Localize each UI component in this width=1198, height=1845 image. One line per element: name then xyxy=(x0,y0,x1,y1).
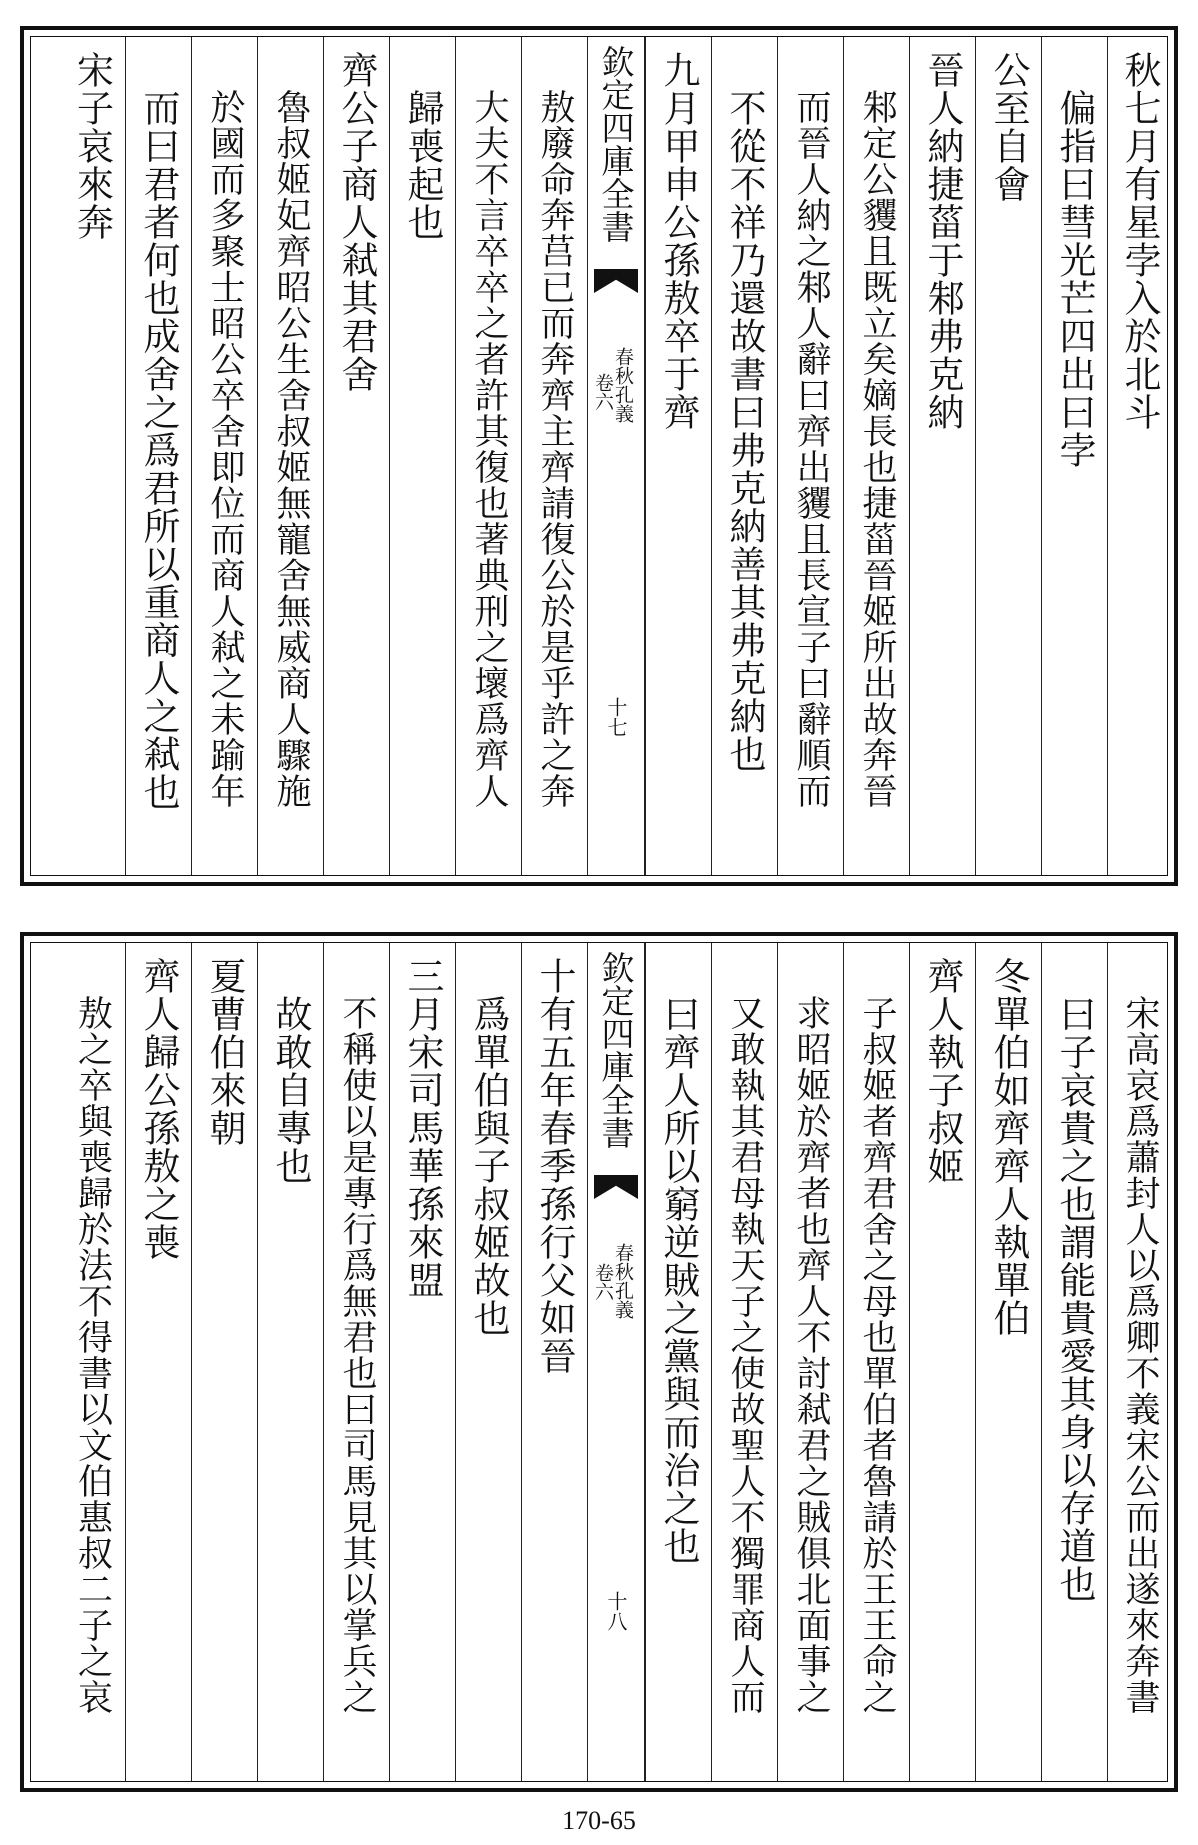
text-column xyxy=(257,943,323,1781)
column-text: 齊公子商人弒其君舍 xyxy=(335,51,378,393)
column-text: 曰齊人所以窮逆賊之黨與而治之也 xyxy=(657,995,700,1565)
folio-page-bottom xyxy=(20,932,1178,1792)
book-title: 春秋孔義 xyxy=(611,347,634,423)
text-column xyxy=(521,943,587,1781)
text-column xyxy=(59,943,125,1781)
book-title: 春秋孔義 xyxy=(611,1243,634,1319)
text-column xyxy=(711,943,777,1781)
column-text: 不稱使以是專行爲無君也曰司馬見其以掌兵之 xyxy=(337,995,377,1715)
text-column xyxy=(455,943,521,1781)
text-column xyxy=(975,943,1041,1781)
column-text: 齊人歸公孫敖之喪 xyxy=(137,957,180,1261)
column-text: 子叔姬者齊君舍之母也單伯者魯請於王王命之 xyxy=(857,995,897,1715)
text-column xyxy=(389,943,455,1781)
collection-title: 欽定四庫全書 xyxy=(596,951,636,1149)
column-text: 三月宋司馬華孫來盟 xyxy=(401,957,444,1299)
column-text: 歸喪起也 xyxy=(401,89,444,241)
text-column xyxy=(1107,37,1171,875)
folio-number: 十七 xyxy=(604,697,628,737)
column-text: 晉人納捷菑于邾弗克納 xyxy=(921,51,964,431)
fishtail-mark xyxy=(594,1175,638,1199)
column-text: 於國而多聚士昭公卒舍即位而商人弒之未踰年 xyxy=(205,89,245,809)
text-column xyxy=(455,37,521,875)
text-frame xyxy=(30,942,1168,1782)
column-text: 齊人執子叔姬 xyxy=(921,957,964,1185)
text-frame xyxy=(30,36,1168,876)
text-column xyxy=(389,37,455,875)
column-text: 魯叔姬妃齊昭公生舍叔姬無寵舍無威商人驟施 xyxy=(271,89,311,809)
column-text: 曰子哀貴之也謂能貴愛其身以存道也 xyxy=(1053,995,1096,1603)
column-text: 大夫不言卒卒之者許其復也著典刑之壞爲齊人 xyxy=(469,89,509,809)
text-column xyxy=(843,943,909,1781)
text-column xyxy=(777,37,843,875)
text-column xyxy=(1041,37,1107,875)
column-text: 秋七月有星孛入於北斗 xyxy=(1118,51,1161,431)
column-text: 不從不祥乃還故書曰弗克納善其弗克納也 xyxy=(723,89,766,773)
text-column xyxy=(711,37,777,875)
text-column xyxy=(645,37,711,875)
text-column xyxy=(125,37,191,875)
column-text: 公至自會 xyxy=(987,51,1030,203)
text-column xyxy=(191,37,257,875)
column-text: 而晉人納之邾人辭曰齊出貜且長宣子曰辭順而 xyxy=(791,89,831,809)
text-column xyxy=(257,37,323,875)
column-text: 求昭姬於齊者也齊人不討弒君之賊俱北面事之 xyxy=(791,995,831,1715)
text-column xyxy=(645,943,711,1781)
text-column xyxy=(125,943,191,1781)
column-text: 而曰君者何也成舍之爲君所以重商人之弒也 xyxy=(137,89,180,811)
center-fold-column xyxy=(587,943,645,1781)
juan-label: 卷六 xyxy=(591,373,614,411)
column-text: 夏曹伯來朝 xyxy=(203,957,246,1147)
text-column xyxy=(909,37,975,875)
text-column xyxy=(59,37,125,875)
text-column xyxy=(975,37,1041,875)
page-number: 170-65 xyxy=(562,1806,636,1835)
text-column xyxy=(521,37,587,875)
text-column xyxy=(1041,943,1107,1781)
column-text: 九月甲申公孫敖卒于齊 xyxy=(657,51,700,431)
text-column xyxy=(1107,943,1171,1781)
text-column xyxy=(323,37,389,875)
text-column xyxy=(777,943,843,1781)
column-text: 宋高哀爲蕭封人以爲卿不義宋公而出遂來奔書 xyxy=(1120,995,1160,1715)
column-text: 宋子哀來奔 xyxy=(70,51,114,241)
folio-number: 十八 xyxy=(604,1591,628,1631)
text-column xyxy=(909,943,975,1781)
text-column xyxy=(323,943,389,1781)
fishtail-mark xyxy=(594,269,638,293)
juan-label: 卷六 xyxy=(591,1263,614,1301)
column-text: 十有五年春季孫行父如晉 xyxy=(533,957,576,1375)
column-text: 偏指曰彗光芒四出曰孛 xyxy=(1053,89,1096,469)
center-fold-column xyxy=(587,37,645,875)
collection-title: 欽定四庫全書 xyxy=(596,45,636,243)
column-text: 敖廢命奔莒已而奔齊主齊請復公於是乎許之奔 xyxy=(535,89,575,809)
column-text: 爲單伯與子叔姬故也 xyxy=(467,995,510,1337)
column-text: 敖之卒與喪歸於法不得書以文伯惠叔二子之哀 xyxy=(72,995,113,1715)
column-text: 故敢自專也 xyxy=(269,995,312,1185)
text-column xyxy=(191,943,257,1781)
text-column xyxy=(843,37,909,875)
column-text: 邾定公貜且既立矣嫡長也捷菑晉姬所出故奔晉 xyxy=(857,89,897,809)
column-text: 又敢執其君母執天子之使故聖人不獨罪商人而 xyxy=(725,995,765,1715)
folio-page-top xyxy=(20,26,1178,886)
column-text: 冬單伯如齊齊人執單伯 xyxy=(987,957,1030,1337)
